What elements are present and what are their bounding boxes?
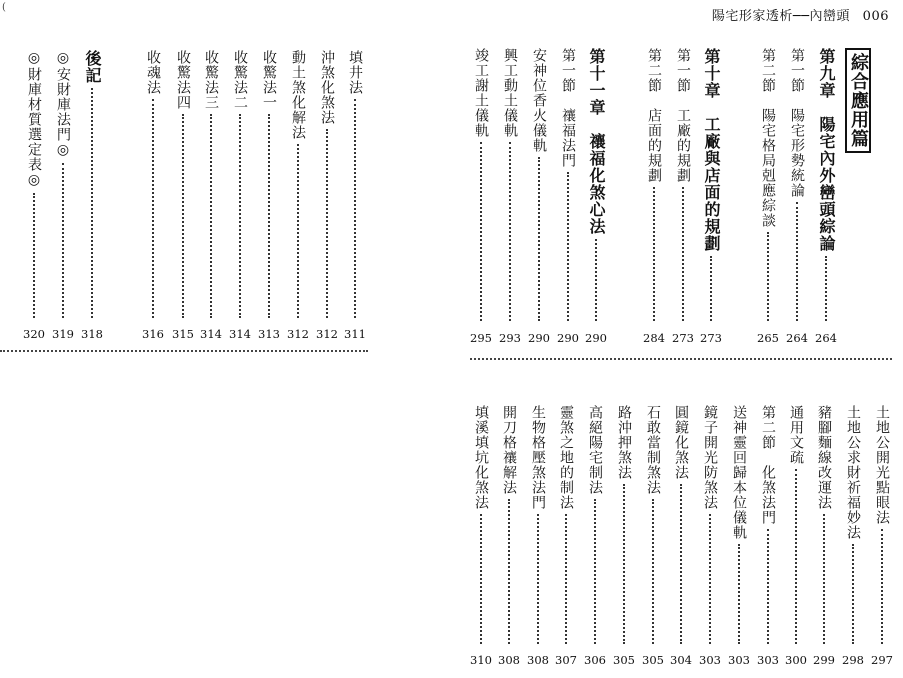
entry-title: 豬腳麵線改運法 [816, 405, 832, 510]
entry-page-number: 306 [584, 653, 606, 667]
entry-page-number: 316 [142, 327, 164, 341]
entry-title: 收魂法 [145, 50, 161, 95]
dot-leader [210, 114, 212, 318]
toc-entry[interactable] [788, 48, 806, 325]
toc-entry[interactable] [587, 48, 605, 325]
dot-leader [33, 193, 35, 318]
entry-page-number: 314 [200, 327, 222, 341]
dot-leader [881, 529, 883, 644]
entry-title: 填井法 [347, 50, 363, 95]
dot-leader [239, 114, 241, 318]
entry-page-number: 303 [757, 653, 779, 667]
entry-page-number: 314 [229, 327, 251, 341]
entry-title: 鏡子開光防煞法 [702, 405, 718, 510]
entry-title: 圓鏡化煞法 [673, 405, 689, 480]
entry-page-number: 293 [499, 331, 521, 345]
entry-title: 開刀格禳解法 [501, 405, 517, 495]
toc-entry[interactable] [202, 50, 220, 322]
dot-leader [538, 157, 540, 321]
toc-entry[interactable] [501, 48, 519, 325]
entry-title: 路沖押煞法 [616, 405, 632, 480]
entry-title: 填溪填坑化煞法 [473, 405, 489, 510]
entry-page-number: 315 [172, 327, 194, 341]
dot-leader [62, 163, 64, 318]
entry-page-number: 307 [555, 653, 577, 667]
entry-title: 收驚法一 [261, 50, 277, 110]
dot-leader [182, 114, 184, 318]
toc-entry[interactable] [472, 48, 490, 325]
toc-entry[interactable] [615, 405, 633, 648]
dot-leader [653, 187, 655, 321]
toc-entry[interactable] [144, 50, 162, 322]
dot-leader [480, 514, 482, 644]
toc-entry[interactable] [260, 50, 278, 322]
toc-entry[interactable] [849, 48, 867, 325]
dot-leader [738, 544, 740, 644]
dot-leader [537, 514, 539, 644]
entry-page-number: 264 [815, 331, 837, 345]
page-edge-mark: ( [2, 2, 6, 13]
dot-leader [680, 484, 682, 644]
dot-leader [354, 99, 356, 318]
entry-title: 收驚法四 [175, 50, 191, 110]
entry-page-number: 312 [316, 327, 338, 341]
toc-entry[interactable] [844, 405, 862, 648]
chapter-title: 後記 [83, 50, 102, 84]
running-title: 陽宅形家透析──內巒頭 [711, 9, 851, 24]
toc-entry[interactable] [54, 50, 72, 322]
entry-title: 收驚法二 [232, 50, 248, 110]
chapter-title: 第十一章 禳福化煞心法 [587, 48, 606, 235]
entry-page-number: 303 [699, 653, 721, 667]
dot-leader [480, 142, 482, 321]
entry-title: 沖煞化煞法 [319, 50, 335, 125]
entry-page-number: 300 [785, 653, 807, 667]
entry-title: 第二節 陽宅格局剋應綜談 [760, 48, 776, 228]
entry-title: 送神靈回歸本位儀軌 [731, 405, 747, 540]
entry-page-number: 297 [871, 653, 893, 667]
entry-title: 興工動土儀軌 [502, 48, 518, 138]
dot-leader [795, 469, 797, 644]
entry-page-number: 318 [81, 327, 103, 341]
entry-page-number: 310 [470, 653, 492, 667]
entry-page-number: 304 [670, 653, 692, 667]
entry-title: 第一節 禳福法門 [560, 48, 576, 168]
entry-page-number: 273 [672, 331, 694, 345]
entry-title: 靈煞之地的制法 [558, 405, 574, 510]
toc-entry[interactable] [83, 50, 101, 322]
entry-title: 第二節 店面的規劃 [646, 48, 662, 183]
dot-leader [652, 499, 654, 644]
dot-leader [682, 187, 684, 321]
entry-title: ◎安財庫法門◎ [55, 50, 71, 159]
toc-entry[interactable] [730, 405, 748, 648]
dot-leader [823, 514, 825, 644]
toc-entry[interactable] [289, 50, 307, 322]
part-title: 綜合應用篇 [845, 48, 871, 153]
toc-entry[interactable] [701, 405, 719, 648]
entry-title: 第二節 化煞法門 [760, 405, 776, 525]
entry-title: 高絕陽宅制法 [587, 405, 603, 495]
dot-leader [268, 114, 270, 318]
entry-page-number: 290 [557, 331, 579, 345]
entry-page-number: 284 [643, 331, 665, 345]
toc-entry[interactable] [529, 405, 547, 648]
entry-title: 第一節 工廠的規劃 [675, 48, 691, 183]
toc-entry[interactable] [530, 48, 548, 325]
entry-page-number: 273 [700, 331, 722, 345]
entry-title: 竣工謝土儀軌 [473, 48, 489, 138]
entry-title: 土地公開光點眼法 [874, 405, 890, 525]
entry-title: 第一節 陽宅形勢統論 [789, 48, 805, 198]
dot-leader [710, 256, 712, 321]
dot-leader [767, 529, 769, 644]
toc-entry[interactable] [174, 50, 192, 322]
dot-leader [509, 142, 511, 321]
toc-entry[interactable] [231, 50, 249, 322]
dot-leader [567, 172, 569, 321]
dot-leader [508, 499, 510, 644]
entry-page-number: 290 [528, 331, 550, 345]
chapter-title: 第十章 工廠與店面的規劃 [702, 48, 721, 252]
toc-entry[interactable] [318, 50, 336, 322]
dot-leader [91, 88, 93, 318]
toc-entry[interactable] [586, 405, 604, 648]
section-divider-left [0, 350, 368, 352]
entry-title: 收驚法三 [203, 50, 219, 110]
entry-page-number: 311 [344, 327, 366, 341]
toc-entry[interactable] [759, 405, 777, 648]
entry-page-number: 313 [258, 327, 280, 341]
toc-entry[interactable] [559, 48, 577, 325]
toc-entry[interactable] [645, 48, 663, 325]
entry-page-number: 305 [642, 653, 664, 667]
toc-entry[interactable] [25, 50, 43, 322]
dot-leader [152, 99, 154, 318]
entry-title: 生物格壓煞法門 [530, 405, 546, 510]
entry-title: 安神位香火儀軌 [531, 48, 547, 153]
toc-entry[interactable] [672, 405, 690, 648]
entry-page-number: 305 [613, 653, 635, 667]
toc-entry[interactable] [346, 50, 364, 322]
header-page-number: 006 [862, 9, 889, 24]
toc-entry[interactable] [702, 48, 720, 325]
entry-page-number: 298 [842, 653, 864, 667]
entry-page-number: 312 [287, 327, 309, 341]
entry-page-number: 264 [786, 331, 808, 345]
toc-entry[interactable] [787, 405, 805, 648]
dot-leader [825, 256, 827, 321]
dot-leader [852, 544, 854, 644]
entry-title: 石敢當制煞法 [645, 405, 661, 495]
toc-entry[interactable] [817, 48, 835, 325]
entry-page-number: 319 [52, 327, 74, 341]
toc-entry[interactable] [500, 405, 518, 648]
dot-leader [767, 232, 769, 321]
entry-page-number: 295 [470, 331, 492, 345]
section-divider-right [470, 358, 892, 360]
dot-leader [796, 202, 798, 321]
entry-title: 通用文疏 [788, 405, 804, 465]
dot-leader [565, 514, 567, 644]
entry-page-number: 290 [585, 331, 607, 345]
toc-entry[interactable] [644, 405, 662, 648]
dot-leader [594, 499, 596, 644]
dot-leader [297, 144, 299, 318]
toc-entry[interactable] [557, 405, 575, 648]
running-header [712, 5, 889, 24]
toc-entry[interactable] [873, 405, 891, 648]
entry-title: 動土煞化解法 [290, 50, 306, 140]
dot-leader [623, 484, 625, 644]
entry-title: 土地公求財祈福妙法 [845, 405, 861, 540]
entry-page-number: 308 [498, 653, 520, 667]
chapter-title: 第九章 陽宅內外巒頭綜論 [817, 48, 836, 252]
entry-page-number: 308 [527, 653, 549, 667]
entry-page-number: 320 [23, 327, 45, 341]
entry-page-number: 303 [728, 653, 750, 667]
dot-leader [595, 239, 597, 321]
dot-leader [326, 129, 328, 318]
entry-page-number: 265 [757, 331, 779, 345]
toc-entry[interactable] [815, 405, 833, 648]
toc-entry[interactable] [759, 48, 777, 325]
entry-title: ◎財庫材質選定表◎ [26, 50, 42, 189]
toc-entry[interactable] [472, 405, 490, 648]
toc-entry[interactable] [674, 48, 692, 325]
entry-page-number: 299 [813, 653, 835, 667]
dot-leader [709, 514, 711, 644]
